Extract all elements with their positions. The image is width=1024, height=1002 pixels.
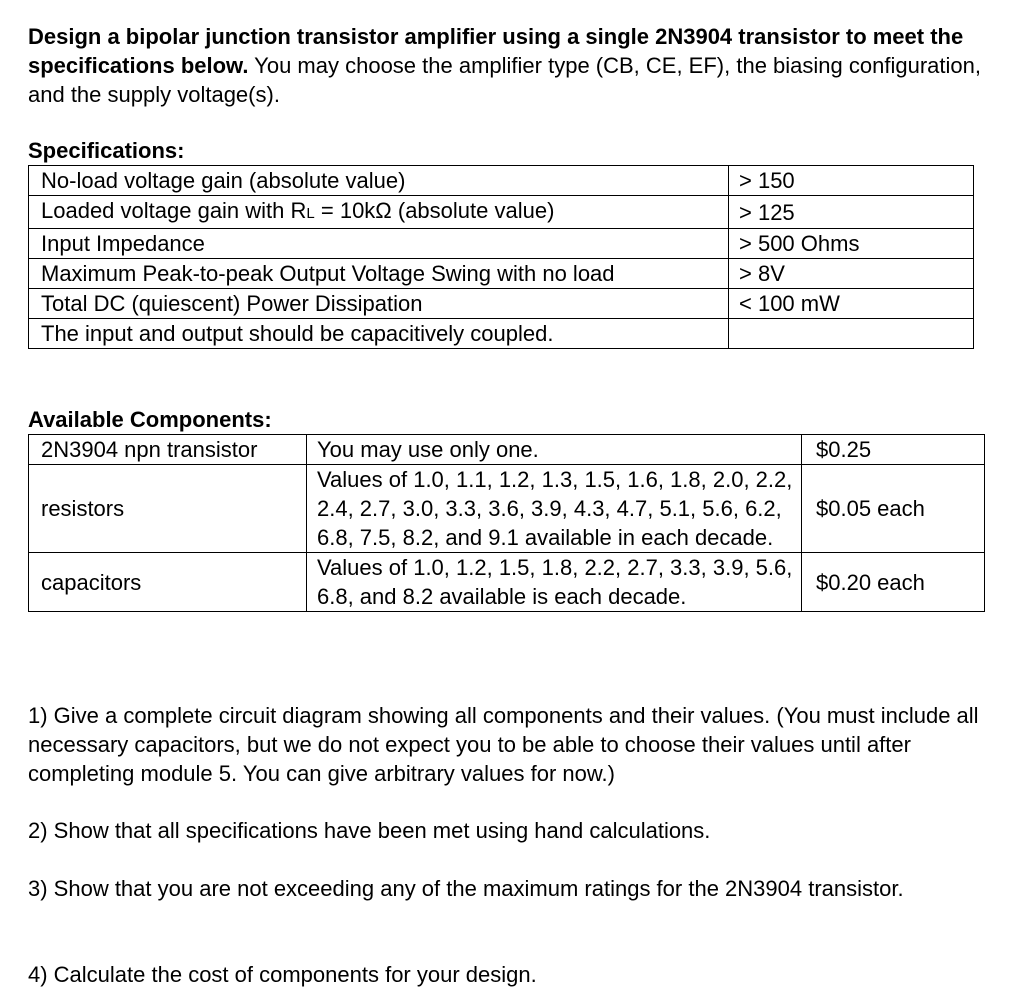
intro-paragraph bbox=[28, 22, 1013, 109]
component-name: capacitors bbox=[29, 553, 307, 612]
components-heading: Available Components: bbox=[28, 407, 272, 432]
question-4: 4) Calculate the cost of components for your design. bbox=[28, 962, 537, 987]
table-row bbox=[29, 553, 985, 612]
intro-bold-text: Design a bipolar junction transistor amplifier using a single 2N3904 transistor to meet the specifications below. bbox=[28, 24, 964, 78]
components-table bbox=[28, 434, 985, 612]
component-info: Values of 1.0, 1.2, 1.5, 1.8, 2.2, 2.7, 3.3, 3.9, 5.6, 6.8, and 8.2 available is each decade. bbox=[307, 553, 802, 612]
spec-label: Total DC (quiescent) Power Dissipation bbox=[29, 289, 729, 319]
table-row bbox=[29, 289, 974, 319]
table-row bbox=[29, 196, 974, 229]
question-2: 2) Show that all specifications have been met using hand calculations. bbox=[28, 818, 711, 843]
table-row bbox=[29, 465, 985, 553]
spec-label-subscript: L bbox=[306, 205, 315, 222]
component-price: $0.25 bbox=[802, 435, 985, 465]
spec-label: No-load voltage gain (absolute value) bbox=[29, 166, 729, 196]
spec-label bbox=[29, 196, 729, 229]
component-info: Values of 1.0, 1.1, 1.2, 1.3, 1.5, 1.6, 1.8, 2.0, 2.2, 2.4, 2.7, 3.0, 3.3, 3.6, 3.9, 4.3, 4.7, 5.1, 5.6, 6.2, 6.8, 7.5, 8.2, and 9.1 available in each decade. bbox=[307, 465, 802, 553]
component-name: 2N3904 npn transistor bbox=[29, 435, 307, 465]
intro-normal-text: You may choose the amplifier type (CB, CE, EF), the biasing configuration, and the supply voltage(s). bbox=[28, 53, 981, 107]
table-row bbox=[29, 229, 974, 259]
component-info: You may use only one. bbox=[307, 435, 802, 465]
spec-label: The input and output should be capacitively coupled. bbox=[29, 319, 729, 349]
component-name: resistors bbox=[29, 465, 307, 553]
specifications-table bbox=[28, 165, 974, 349]
spec-value: > 150 bbox=[729, 166, 974, 196]
spec-value: > 500 Ohms bbox=[729, 229, 974, 259]
spec-value: > 8V bbox=[729, 259, 974, 289]
component-price: $0.20 each bbox=[802, 553, 985, 612]
table-row bbox=[29, 166, 974, 196]
table-row bbox=[29, 259, 974, 289]
spec-value: > 125 bbox=[729, 196, 974, 229]
spec-label-text: Loaded voltage gain with R bbox=[41, 198, 307, 223]
question-1: 1) Give a complete circuit diagram showing all components and their values. (You must include all necessary capacitors, but we do not expect you to be able to choose their values until after completing module 5. You can give arbitrary values for now.) bbox=[28, 703, 979, 786]
spec-label: Maximum Peak-to-peak Output Voltage Swing with no load bbox=[29, 259, 729, 289]
question-3: 3) Show that you are not exceeding any of the maximum ratings for the 2N3904 transistor. bbox=[28, 876, 904, 901]
specifications-heading: Specifications: bbox=[28, 138, 185, 163]
spec-value bbox=[729, 319, 974, 349]
table-row bbox=[29, 435, 985, 465]
spec-label-text: = 10kΩ (absolute value) bbox=[314, 198, 555, 223]
spec-label: Input Impedance bbox=[29, 229, 729, 259]
spec-value: < 100 mW bbox=[729, 289, 974, 319]
component-price: $0.05 each bbox=[802, 465, 985, 553]
table-row bbox=[29, 319, 974, 349]
